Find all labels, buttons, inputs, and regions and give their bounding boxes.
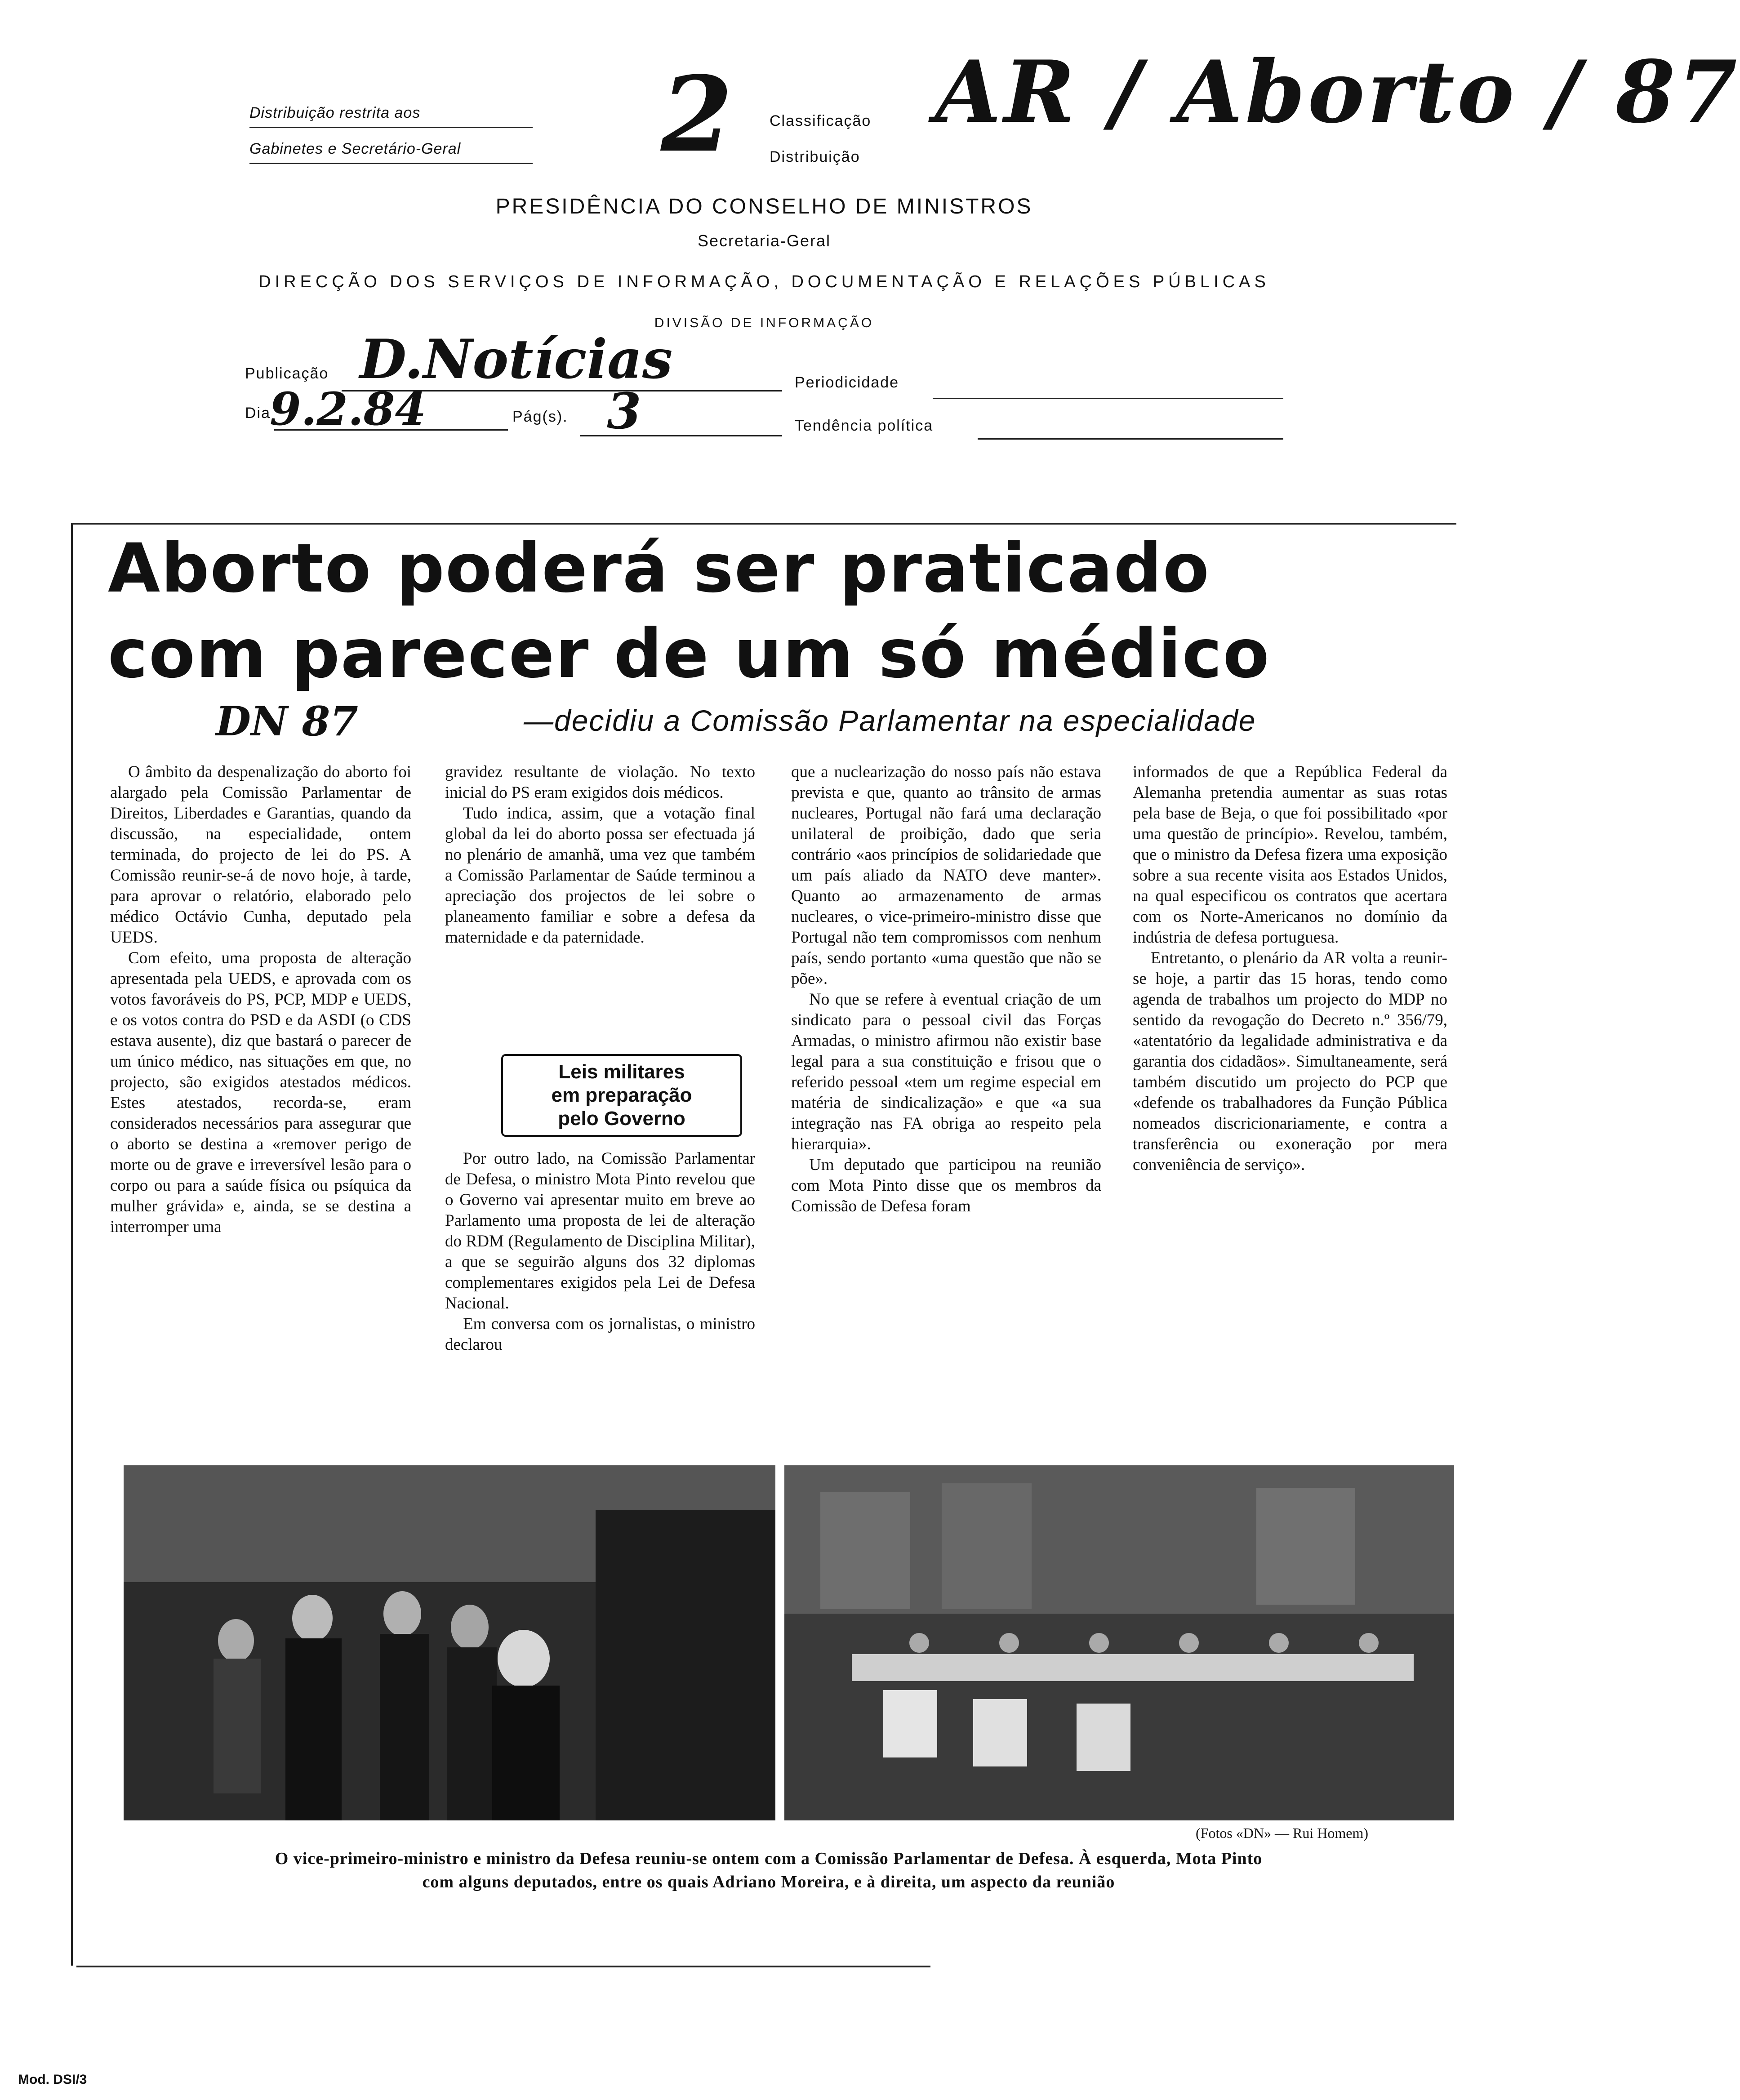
article-column-1 [110, 762, 411, 1237]
paragraph: Entretanto, o plenário da AR volta a reunir-se hoje, a partir das 15 horas, tendo como agenda de trabalhos um projecto do MDP no sentido da revogação do Decreto n.º 356/79, «atentatório da legalidade administrativa e da garantia dos cidadãos». Simultaneamente, será também discutido um projecto do PCP que «defende os trabalhadores da Função Pública nomeados discricionariamente, e contra a transferência ou exoneração por mera conveniência de serviço». [1133, 949, 1447, 1174]
clipping-bottom-border [76, 1966, 930, 1967]
tendencia-label: Tendência política [795, 417, 934, 434]
photo-left [124, 1465, 775, 1820]
periodicidade-line [933, 398, 1283, 399]
pag-label: Pág(s). [512, 408, 568, 425]
article-column-4 [1133, 762, 1447, 1175]
paragraph: informados de que a República Federal da Alemanha pretendia aumentar as suas rotas pela base de Beja, o que foi possibilitado «por uma questão de princípio». Revelou, também, que o ministro da Defesa fizera uma exposição sobre a sua recente visita aos Estados Unidos, na qual especificou os contratos que acertara com os Norte-Americanos no domínio da indústria de defesa portuguesa. [1133, 763, 1447, 947]
paragraph: No que se refere à eventual criação de um sindicato para o pessoal civil das Forças Armadas, o ministro afirmou não existir base legal para a sua constituição e frisou que o referido pessoal «tem um regime especial em matéria de sindicalização» e que «a sua integração nas FA obriga ao respeito pela hierarquia». [791, 990, 1101, 1153]
caption-line-1: O vice-primeiro-ministro e ministro da Defesa reuniu-se ontem com a Comissão Parlamentar de Defesa. À esquerda, Mota Pinto [275, 1849, 1263, 1868]
photo-credit: (Fotos «DN» — Rui Homem) [1196, 1825, 1368, 1841]
paragraph: Tudo indica, assim, que a votação final global da lei do aborto possa ser efectuada já no plenário de amanhã, uma vez que também a Comissão Parlamentar de Saúde terminou a apreciação dos projectos de lei sobre o planeamento familiar e sobre a defesa da maternidade e da paternidade. [445, 804, 755, 947]
paragraph: Um deputado que participou na reunião com Mota Pinto disse que os membros da Comissão de Defesa foram [791, 1156, 1101, 1215]
paragraph: O âmbito da despenalização do aborto foi alargado pela Comissão Parlamentar de Direitos, Liberdades e Garantias, quando da discussão, na especialidade, ontem terminada, do projecto de lei do PS. A Comissão reunir-se-á de novo hoje, à tarde, para aprovar o relatório, elaborado pelo médico Octávio Cunha, deputado pela UEDS. [110, 763, 411, 947]
restricted-underline-1 [249, 127, 533, 128]
restricted-line-1: Distribuição restrita aos [249, 104, 421, 121]
headline-line-2: com parecer de um só médico [108, 615, 1270, 693]
classificacao-label: Classificação [770, 112, 872, 129]
paragraph: Em conversa com os jornalistas, o ministro declarou [445, 1315, 755, 1354]
caption-line-2: com alguns deputados, entre os quais Adriano Moreira, e à direita, um aspecto da reunião [422, 1873, 1115, 1891]
handwritten-reference: AR / Aborto / 87 [935, 42, 1740, 142]
headline-line-1: Aborto poderá ser praticado [108, 529, 1210, 608]
subheadline: —decidiu a Comissão Parlamentar na especialidade [524, 704, 1256, 737]
photo-left-figures [124, 1465, 775, 1820]
article-column-2 [445, 762, 755, 948]
org-title: PRESIDÊNCIA DO CONSELHO DE MINISTROS [495, 195, 1033, 218]
org-subtitle: Secretaria-Geral [697, 231, 831, 250]
paragraph: que a nuclearização do nosso país não estava prevista e que, quanto ao trânsito de armas nucleares, Portugal não fará uma declaração unilateral de proibição, dado que seria contrário «aos princípios de solidariedade que um país aliado da NATO deve manter». Quanto ao armazenamento de armas nucleares, o vice-primeiro-ministro disse que Portugal não tem compromissos com nenhum país, sendo portanto «uma questão que não se põe». [791, 763, 1101, 988]
box-line-3: pelo Governo [558, 1108, 685, 1130]
photo-right-figures [784, 1465, 1454, 1820]
handwritten-number: 2 [661, 54, 733, 175]
division-title: DIVISÃO DE INFORMAÇÃO [654, 316, 874, 330]
periodicidade-label: Periodicidade [795, 374, 899, 391]
clipping-left-border [71, 523, 73, 1966]
publicacao-label: Publicação [245, 365, 329, 382]
direction-title: DIRECÇÃO DOS SERVIÇOS DE INFORMAÇÃO, DOCUMENTAÇÃO E RELAÇÕES PÚBLICAS [258, 272, 1270, 291]
paragraph: gravidez resultante de violação. No texto inicial do PS eram exigidos dois médicos. [445, 763, 755, 802]
dia-label: Dia [245, 405, 271, 422]
box-line-2: em preparação [551, 1084, 692, 1106]
pag-value: 3 [607, 382, 641, 440]
paragraph: Por outro lado, na Comissão Parlamentar de Defesa, o ministro Mota Pinto revelou que o Governo vai apresentar muito em breve ao Parlamento uma proposta de lei de alteração do RDM (Regulamento de Disciplina Militar), a que se seguirão alguns dos 32 diplomas complementares exigidos pela Lei de Defesa Nacional. [445, 1149, 755, 1312]
restricted-line-2: Gabinetes e Secretário-Geral [249, 140, 461, 157]
distribuicao-label: Distribuição [770, 148, 860, 165]
clipping-top-border [72, 523, 1456, 525]
form-code: Mod. DSI/3 [18, 2072, 87, 2087]
restricted-underline-2 [249, 163, 533, 164]
publicacao-value: D.Notícias [360, 328, 673, 391]
dia-value: 9.2.84 [270, 383, 426, 436]
box-line-1: Leis militares [558, 1061, 685, 1083]
tendencia-line [978, 438, 1283, 440]
article-column-3 [791, 762, 1101, 1217]
photo-right [784, 1465, 1454, 1820]
paragraph: Com efeito, uma proposta de alteração apresentada pela UEDS, e aprovada com os votos favoráveis do PS, PCP, MDP e UEDS, e os votos contra do PSD e da ASDI (o CDS estava ausente), diz que bastará o parecer de um único médico, nas situações em que, no projecto, são exigidos atestados médicos. Estes atestados, recorda-se, eram considerados necessários para assegurar que o aborto se destina a «remover perigo de morte ou de grave e irreversível lesão para o corpo ou para a saúde física ou psíquica da mulher grávida» e, ainda, se se destina a interromper uma [110, 949, 411, 1236]
subheading-box [501, 1054, 742, 1137]
article-column-2-bottom [445, 1148, 755, 1355]
handwritten-tag: DN 87 [216, 698, 358, 745]
